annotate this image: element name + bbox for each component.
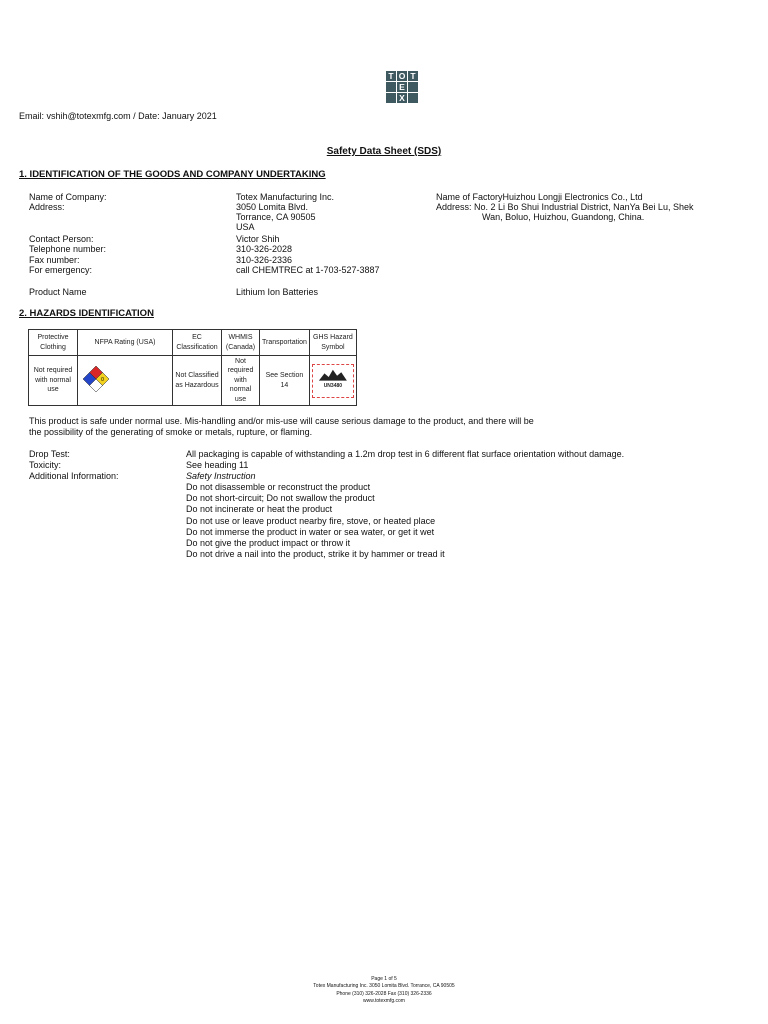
phone-label: Telephone number: — [29, 244, 107, 254]
instruction-list — [186, 482, 445, 560]
logo-cell: T — [386, 71, 396, 81]
page-title: Safety Data Sheet (SDS) — [326, 146, 442, 157]
table-header: GHS Hazard Symbol — [309, 330, 356, 356]
safety-instruction-heading: Safety Instruction — [186, 471, 256, 481]
product-value: Lithium Ion Batteries — [236, 287, 319, 297]
section-1-heading: 1. IDENTIFICATION OF THE GOODS AND COMPANY UNDERTAKING — [19, 169, 326, 180]
instruction-item: Do not use or leave product nearby fire, stove, or heated place — [186, 515, 436, 526]
factory-name: Name of FactoryHuizhou Longji Electronics Co., Ltd — [436, 192, 643, 202]
safe-text: the possibility of the generating of smoke or metals, rupture, or flaming. — [29, 427, 313, 437]
additional-label: Additional Information: — [29, 471, 119, 481]
logo-cell: E — [397, 82, 407, 92]
ec-cell: Not Classified as Hazardous — [173, 356, 222, 406]
hazard-table — [28, 329, 357, 406]
address-line: Torrance, CA 90505 — [236, 212, 316, 222]
totex-logo — [386, 71, 418, 103]
contact-line: Email: vshih@totexmfg.com / Date: January 2021 — [19, 111, 217, 121]
logo-cell: T — [408, 71, 418, 81]
logo-cell — [408, 93, 418, 103]
table-header: NFPA Rating (USA) — [78, 330, 173, 356]
protective-cell: Not required with normal use — [29, 356, 78, 406]
footer-web: www.totexmfg.com — [363, 997, 405, 1004]
instruction-item: Do not drive a nail into the product, strike it by hammer or tread it — [186, 549, 445, 560]
whmis-cell: Not required with normal use — [222, 356, 260, 406]
table-header: Protective Clothing — [29, 330, 78, 356]
nfpa-diamond-icon — [81, 359, 169, 399]
ghs-cell — [309, 356, 356, 406]
table-header: Transportation — [260, 330, 310, 356]
emergency-value: call CHEMTREC at 1-703-527-3887 — [236, 265, 380, 275]
contact-value: Victor Shih — [236, 234, 280, 244]
table-header: WHMIS (Canada) — [222, 330, 260, 356]
battery-hazard-icon — [319, 369, 347, 381]
logo-cell: O — [398, 70, 406, 81]
logo-cell — [386, 82, 396, 92]
fax-value: 310-326-2336 — [236, 255, 293, 265]
toxicity-value: See heading 11 — [186, 460, 249, 470]
company-label: Name of Company: — [29, 192, 107, 202]
emergency-label: For emergency: — [29, 265, 93, 275]
instruction-item: Do not immerse the product in water or sea water, or get it wet — [186, 526, 435, 537]
instruction-item: Do not short-circuit; Do not swallow the product — [186, 493, 375, 504]
company-value: Totex Manufacturing Inc. — [236, 192, 335, 202]
safe-text: This product is safe under normal use. Mis-handling and/or mis-use will cause serious damage to the product, and there will be — [29, 416, 534, 426]
footer-phone: Phone (310) 326-2028 Fax (310) 326-2336 — [336, 990, 432, 997]
phone-value: 310-326-2028 — [236, 244, 293, 254]
drop-test-label: Drop Test: — [29, 449, 70, 459]
instruction-item: Do not disassemble or reconstruct the product — [186, 482, 371, 492]
instruction-item: Do not give the product impact or throw it — [186, 538, 351, 549]
address-line: 3050 Lomita Blvd. — [236, 202, 309, 212]
nfpa-cell — [78, 356, 173, 406]
ghs-label: UN3480 — [323, 382, 343, 389]
logo-cell — [386, 93, 396, 103]
page-footer — [0, 976, 768, 1005]
logo-cell — [408, 82, 418, 92]
toxicity-label: Toxicity: — [29, 460, 62, 470]
factory-address: Address: No. 2 Li Bo Shui Industrial District, NanYa Bei Lu, Shek — [436, 202, 694, 212]
logo-cell: X — [397, 93, 407, 103]
transport-cell: See Section 14 — [260, 356, 310, 406]
nfpa-value: 0 — [101, 376, 104, 383]
table-header: EC Classification — [173, 330, 222, 356]
instruction-item: Do not incinerate or heat the product — [186, 504, 333, 515]
address-label: Address: — [29, 202, 65, 212]
product-label: Product Name — [29, 287, 87, 297]
factory-address: Wan, Boluo, Huizhou, Guandong, China. — [482, 212, 645, 222]
contact-label: Contact Person: — [29, 234, 94, 244]
page-number: Page 1 of 5 — [371, 976, 397, 982]
section-2-heading: 2. HAZARDS IDENTIFICATION — [19, 308, 154, 319]
ghs-hazard-icon — [312, 364, 354, 398]
address-line: USA — [236, 222, 255, 232]
drop-test-value: All packaging is capable of withstanding a 1.2m drop test in 6 different flat surface orientation without damage. — [186, 449, 625, 459]
footer-address: Totex Manufacturing Inc. 3050 Lomita Blvd. Torrance, CA 90505 — [313, 983, 455, 990]
fax-label: Fax number: — [29, 255, 80, 265]
